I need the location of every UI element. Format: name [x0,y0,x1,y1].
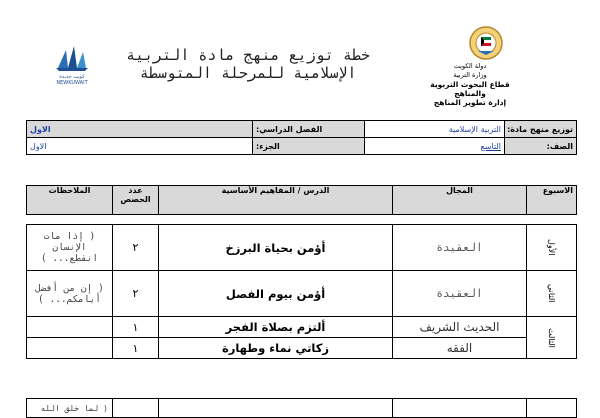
col-field: المجال [393,186,527,215]
week-cell: الأول [527,225,577,271]
department-name: إدارة تطوير المناهج [433,98,507,107]
part-label: الجزء: [253,138,365,155]
title-line-2: الإسلامية للمرحلة المتوسطة [139,64,357,82]
partial-cell [527,399,577,418]
table-row [27,338,577,359]
periods-cell: ١ [113,338,159,359]
sector-name: قطاع البحوث التربوية والمناهج [430,80,510,98]
field-cell: الفقه [393,338,527,359]
col-periods: عدد الحصص [113,186,159,215]
periods-cell: ٢ [113,225,159,271]
kuwait-emblem [468,25,504,61]
periods-cell: ٢ [113,271,159,317]
partial-cell [159,399,393,418]
subject-value: التربية الإسلامية [365,121,505,138]
col-lesson: الدرس / المفاهيم الأساسية [159,186,393,215]
notes-cell [27,338,113,359]
table-row [27,271,577,317]
week-cell: الثالث [527,317,577,359]
lesson-cell: أؤمن بحياة البرزخ [159,225,393,271]
logo-wordmark: NEWKUWAIT [56,80,88,86]
grade-label: الصف: [505,138,577,155]
partial-cell [393,399,527,418]
lesson-cell: زكاتي نماء وطهارة [159,338,393,359]
info-table [26,120,577,155]
ministry-block [420,62,520,107]
plan-header [26,185,577,215]
notes-cell: ( إذا مات الإنسان انقطع... ) [27,225,113,271]
field-cell: العقيدة [393,271,527,317]
semester-value: الاول [27,121,253,138]
next-table-partial [26,398,577,418]
lesson-cell: أؤمن بيوم الفصل [159,271,393,317]
grade-value: التاسع [365,138,505,155]
subject-label: توزيع منهج مادة: [505,121,577,138]
svg-text:كويت جديدة: كويت جديدة [59,74,85,80]
part-value: الاول [27,138,253,155]
semester-label: الفصل الدراسي: [253,121,365,138]
ministry-name: دولة الكويت [453,62,487,70]
week-cell: الثاني [527,271,577,317]
title-line-1: خطة توزيع منهج مادة التربية [126,46,370,64]
notes-cell: ( إن من أفضل أيامكم... ) [27,271,113,317]
ministry-name-2: وزارة التربية [453,71,487,79]
plan-table [26,224,577,359]
periods-cell: ١ [113,317,159,338]
table-row [27,225,577,271]
lesson-cell: ألتزم بصلاة الفجر [159,317,393,338]
table-row [27,317,577,338]
partial-cell [113,399,159,418]
notes-cell [27,317,113,338]
col-week: الاسبوع [527,186,577,215]
document-title [126,46,370,82]
col-notes: الملاحظات [27,186,113,215]
field-cell: العقيدة [393,225,527,271]
partial-notes-cell: ( لما خلق الله [27,399,113,418]
field-cell: الحديث الشريف [393,317,527,338]
new-kuwait-logo [50,40,94,86]
